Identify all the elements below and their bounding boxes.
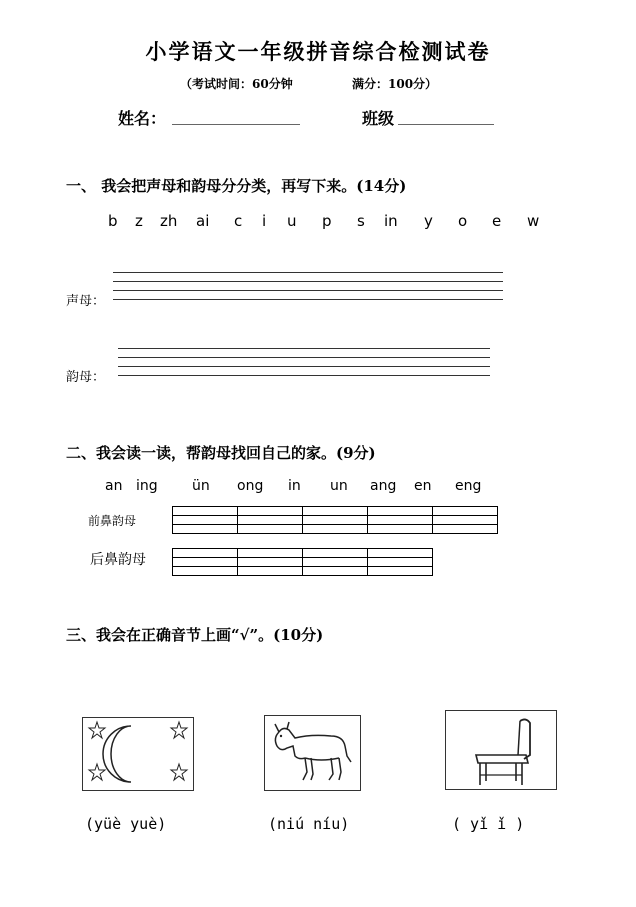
final: in xyxy=(288,478,301,494)
letter: o xyxy=(458,212,468,230)
class-label: 班级 xyxy=(362,109,395,128)
final: en xyxy=(414,478,432,494)
final: an xyxy=(105,478,123,494)
letter: y xyxy=(424,212,433,230)
class-blank[interactable]: ____________ xyxy=(398,106,494,125)
shengmu-label: 声母： xyxy=(66,294,106,309)
star-icon xyxy=(171,722,187,738)
letter: c xyxy=(234,212,243,230)
section2-heading: 二、我会读一读，帮韵母找回自己的家。(9分) xyxy=(66,444,376,462)
front-nasal-label: 前鼻韵母 xyxy=(88,514,137,528)
option-niu[interactable]: (niú níu) xyxy=(268,815,350,833)
letter: zh xyxy=(160,212,178,230)
final: ong xyxy=(237,478,264,494)
cow-picture xyxy=(264,715,361,791)
front-nasal-grid[interactable] xyxy=(172,506,498,534)
page-title: 小学语文一年级拼音综合检测试卷 xyxy=(145,39,491,64)
moon-icon xyxy=(83,718,193,790)
moon-picture xyxy=(82,717,194,791)
letter: w xyxy=(527,212,540,230)
final: ing xyxy=(136,478,158,494)
letter: ai xyxy=(196,212,210,230)
back-nasal-grid[interactable] xyxy=(172,548,433,576)
final: un xyxy=(330,478,348,494)
letter: i xyxy=(262,212,267,230)
chair-picture xyxy=(445,710,557,790)
chair-icon xyxy=(446,711,556,789)
yunmu-label: 韵母： xyxy=(66,370,106,385)
final: ang xyxy=(370,478,397,494)
back-nasal-label: 后鼻韵母 xyxy=(90,552,146,568)
name-blank[interactable]: ________________ xyxy=(172,106,300,125)
letter: in xyxy=(384,212,398,230)
letter: z xyxy=(135,212,143,230)
letter: u xyxy=(287,212,297,230)
letter: p xyxy=(322,212,332,230)
letter: e xyxy=(492,212,502,230)
option-yue[interactable]: (yüè yuè) xyxy=(85,815,167,833)
letter: s xyxy=(357,212,365,230)
star-icon xyxy=(89,722,105,738)
final: ün xyxy=(192,478,210,494)
letter: b xyxy=(108,212,118,230)
full-score: 满分：100分） xyxy=(352,77,438,91)
star-icon xyxy=(171,764,187,780)
star-icon xyxy=(89,764,105,780)
option-yi[interactable]: ( yǐ ǐ ) xyxy=(452,815,525,833)
section1-heading: 一、 我会把声母和韵母分分类，再写下来。(14分) xyxy=(66,177,407,195)
exam-time: （考试时间：60分钟 xyxy=(180,77,293,91)
section3-heading: 三、我会在正确音节上画“√”。(10分) xyxy=(66,626,324,644)
final: eng xyxy=(455,478,482,494)
name-label: 姓名： xyxy=(118,109,167,128)
cow-icon xyxy=(265,716,360,790)
